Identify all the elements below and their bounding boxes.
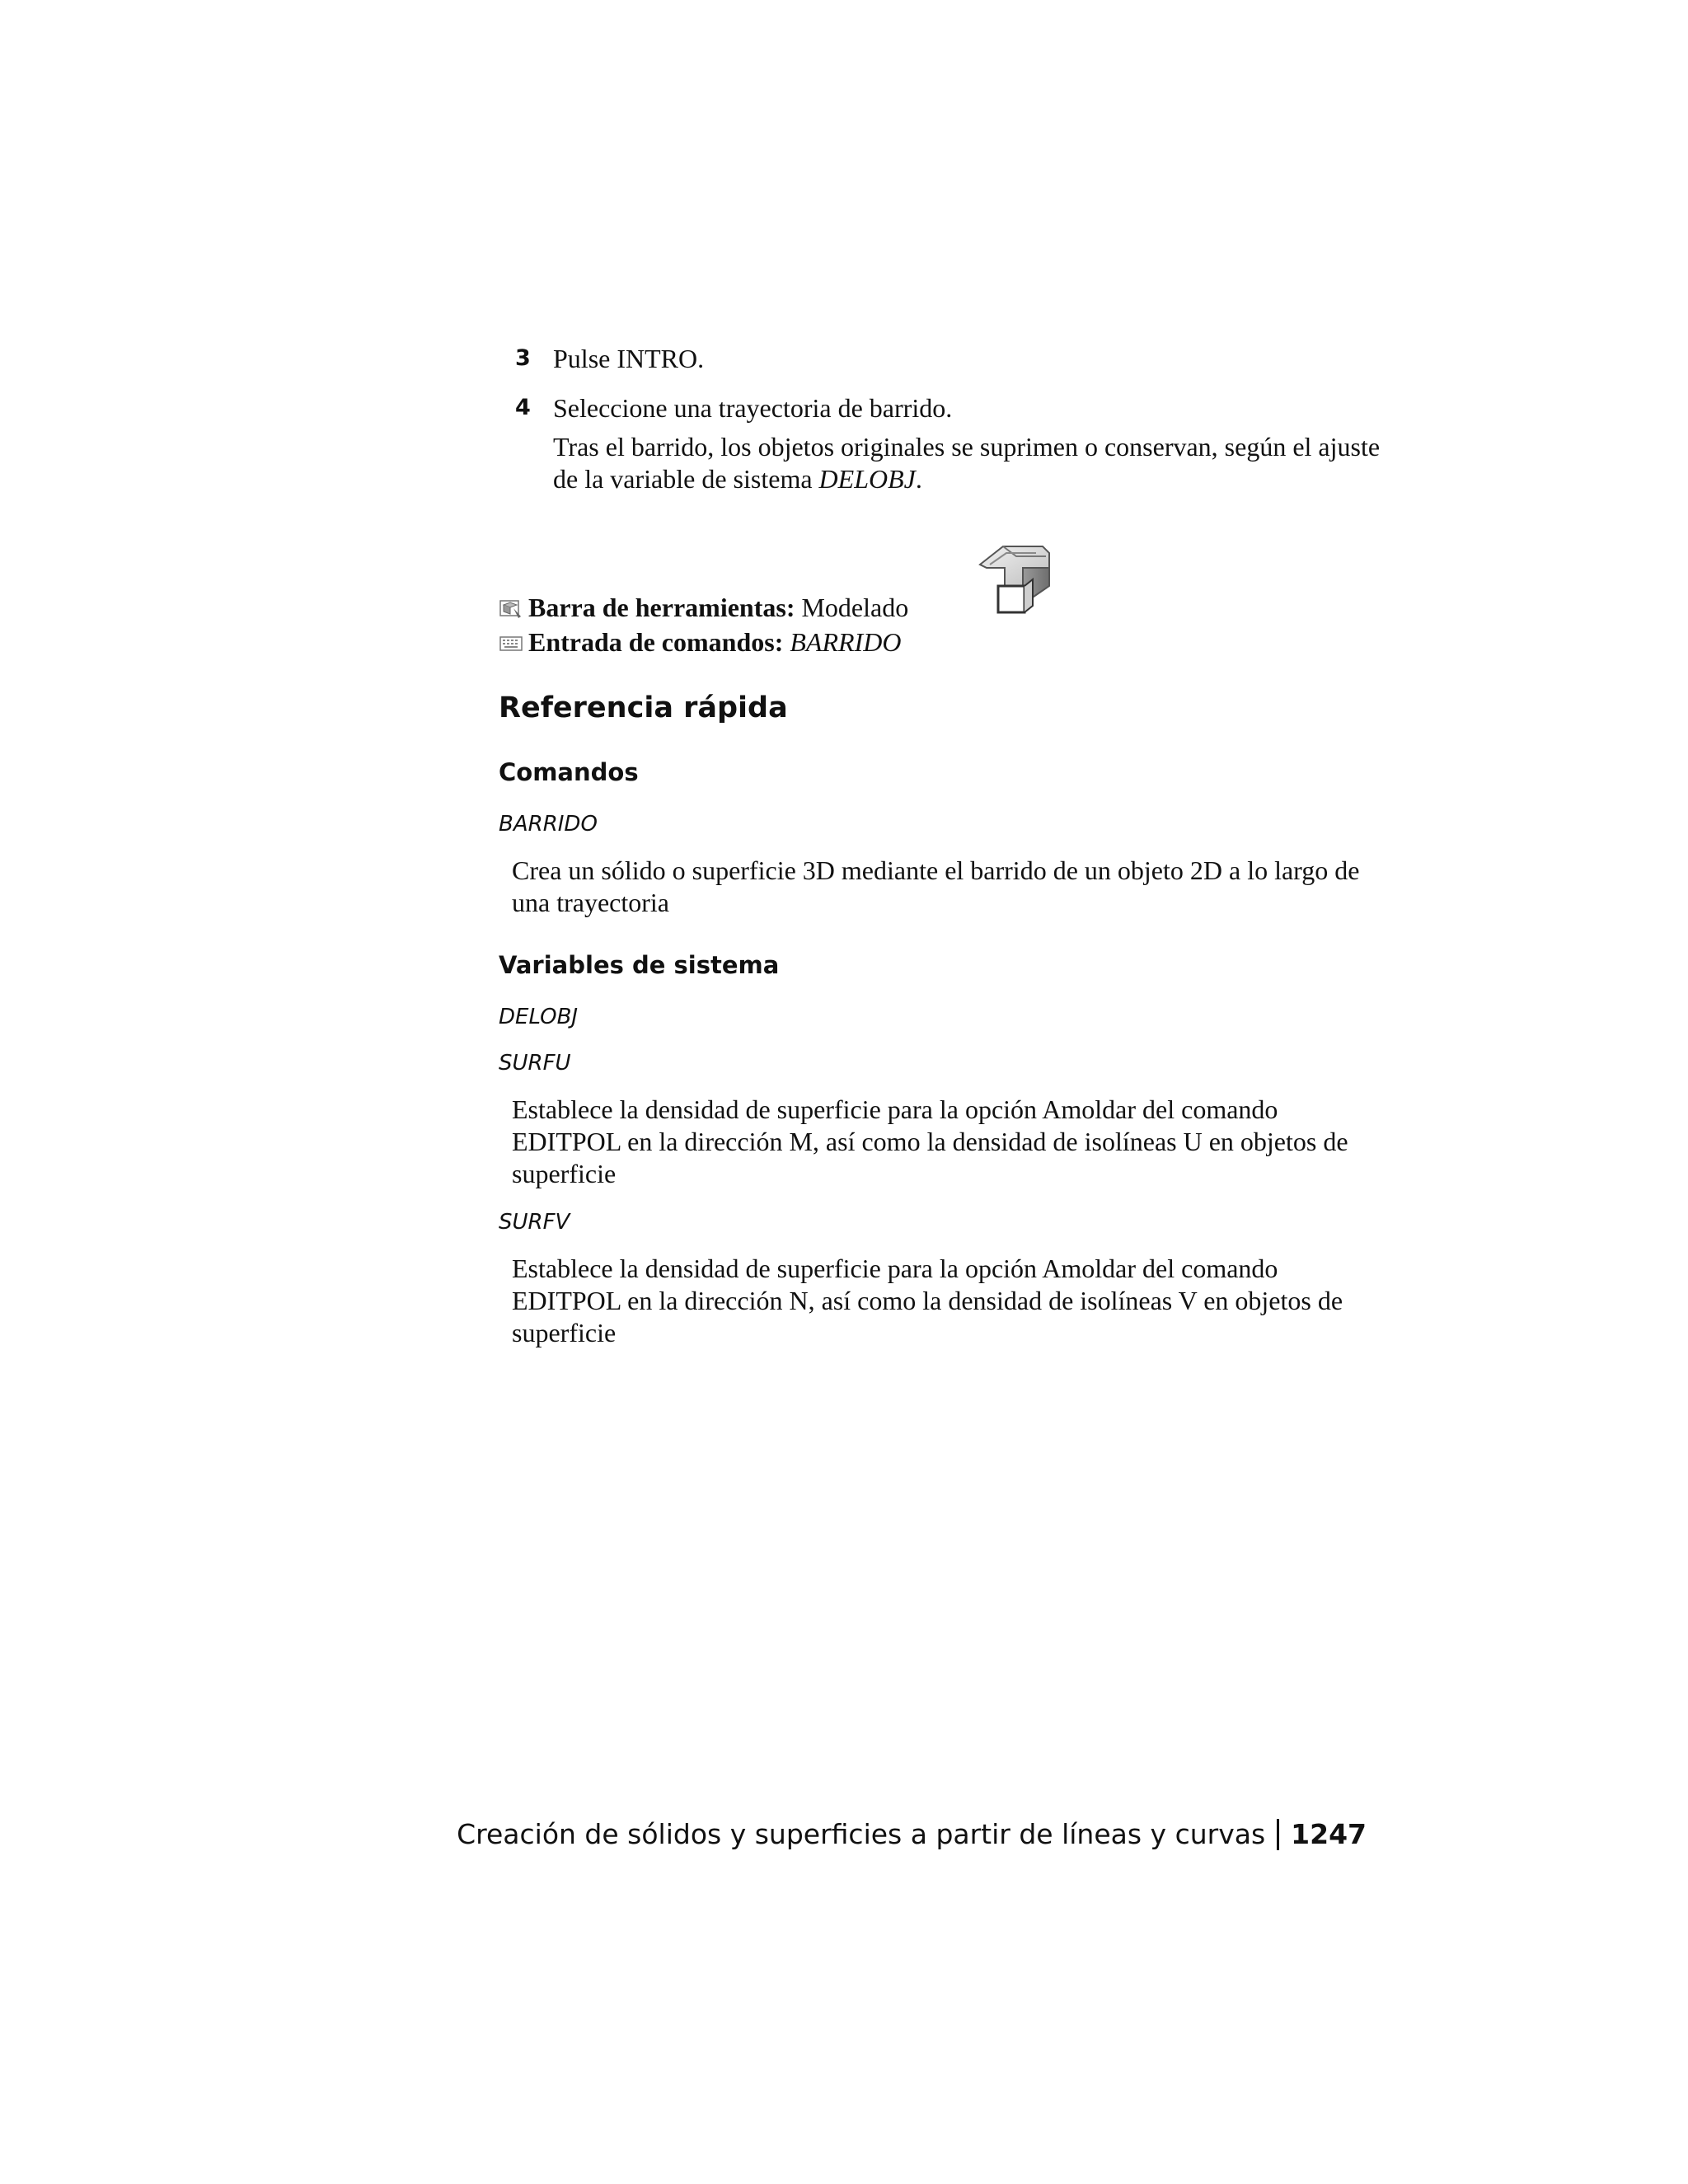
toolbar-value: Modelado <box>801 593 909 622</box>
system-variables-heading: Variables de sistema <box>499 951 780 979</box>
command-entry-value: BARRIDO <box>790 627 902 657</box>
step-text: Pulse INTRO. <box>553 344 705 373</box>
variable-name-surfu: SURFU <box>499 1051 571 1076</box>
quick-reference-title: Referencia rápida <box>499 691 788 724</box>
commands-heading: Comandos <box>499 758 639 786</box>
command-access <box>499 540 1381 655</box>
step-3 <box>499 342 1381 375</box>
page-content <box>499 342 1381 1349</box>
sweep-icon <box>973 540 1056 622</box>
command-entry-row <box>499 626 901 658</box>
variable-name-surfv: SURFV <box>499 1210 570 1235</box>
footer-separator <box>1277 1819 1279 1850</box>
variable-name-delobj: DELOBJ <box>499 1005 579 1029</box>
toolbar-label: Barra de herramientas: <box>528 593 795 622</box>
variable-description-surfu: Establece la densidad de superficie para la opción Amoldar del comando EDITPOL en la dirección M, así como la densidad de isolíneas U en objetos de superficie <box>512 1094 1348 1188</box>
step-text: Seleccione una trayectoria de barrido. <box>553 393 953 423</box>
variable-name: DELOBJ <box>818 464 916 494</box>
toolbar-access-row <box>499 591 908 624</box>
variable-description-surfv: Establece la densidad de superficie para la opción Amoldar del comando EDITPOL en la dirección N, así como la densidad de isolíneas V en objetos de superficie <box>512 1254 1343 1347</box>
command-entry-label: Entrada de comandos: <box>528 627 784 657</box>
command-description-barrido: Crea un sólido o superficie 3D mediante el barrido de un objeto 2D a lo largo de una trayectoria <box>512 855 1360 917</box>
step-detail-text: Tras el barrido, los objetos originales se suprimen o conservan, según el ajuste de la variable de sistema <box>553 432 1381 494</box>
page-footer <box>457 1816 1367 1853</box>
keyboard-icon <box>499 633 523 654</box>
command-name-barrido: BARRIDO <box>499 812 598 837</box>
step-number: 3 <box>515 345 531 371</box>
chapter-title: Creación de sólidos y superficies a partir de líneas y curvas <box>457 1818 1266 1850</box>
step-4 <box>499 391 1381 424</box>
toolbar-icon <box>499 598 523 620</box>
step-4-detail <box>499 431 1381 495</box>
step-number: 4 <box>515 395 531 420</box>
step-detail-end: . <box>915 464 922 494</box>
page-number: 1247 <box>1291 1818 1367 1850</box>
